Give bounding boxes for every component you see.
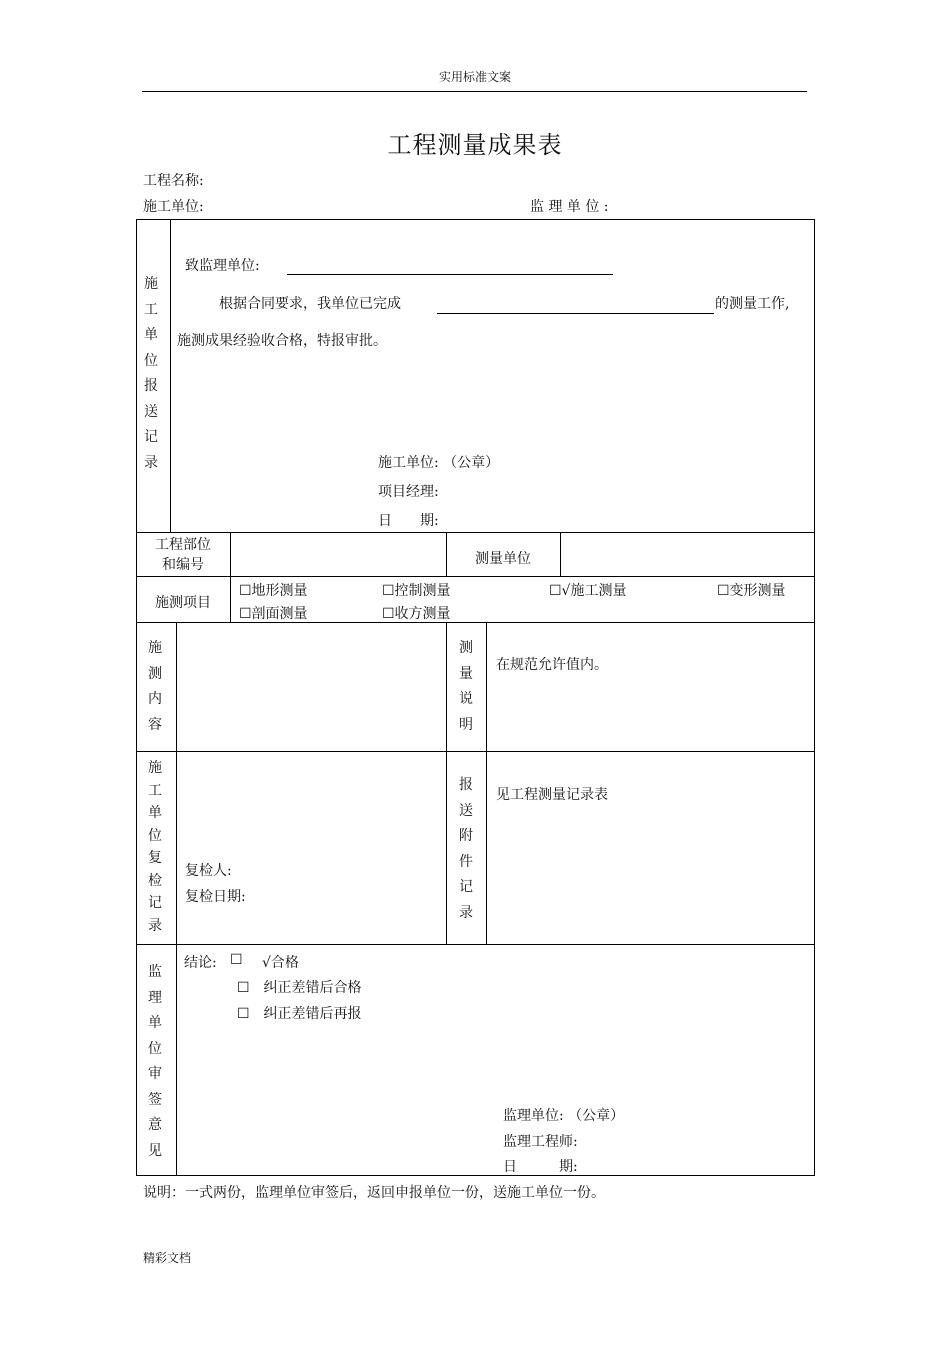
construction-unit-label: 施工单位: <box>143 199 204 215</box>
rechecker-label: 复检人: <box>185 863 232 879</box>
conclusion-label: 结论: <box>184 955 217 971</box>
conclusion-corrected-resubmit[interactable]: ☐ 纠正差错后再报 <box>237 1006 362 1022</box>
survey-unit-field[interactable] <box>562 534 812 574</box>
construction-unit-seal: 施工单位: （公章） <box>378 455 500 471</box>
attachment-text: 见工程测量记录表 <box>496 787 608 803</box>
page-header: 实用标准文案 <box>438 70 511 84</box>
approval-text: 施测成果经验收合格，特报审批。 <box>177 333 387 349</box>
conclusion-corrected-pass[interactable]: ☐ 纠正差错后合格 <box>237 980 362 996</box>
survey-items-label: 施测项目 <box>155 595 211 611</box>
supervision-unit-label: 监 理 单 位 : <box>530 199 609 215</box>
survey-unit-label: 测量单位 <box>475 551 531 567</box>
review-date-label: 日 期: <box>503 1159 578 1175</box>
content-field[interactable] <box>180 626 442 748</box>
option-construction[interactable]: ☐√施工测量 <box>549 583 627 599</box>
project-part-field[interactable] <box>232 534 444 574</box>
project-name-label: 工程名称: <box>143 173 204 189</box>
option-section[interactable]: ☐剖面测量 <box>239 606 308 622</box>
description-side-label: 测 量 说 明 <box>459 640 473 733</box>
survey-work-field[interactable] <box>437 313 714 314</box>
to-supervision-label: 致监理单位: <box>185 258 260 274</box>
conclusion-pass-label: √合格 <box>262 955 299 971</box>
supervision-engineer-label: 监理工程师: <box>503 1134 578 1150</box>
attachment-side-label: 报 送 附 件 记 录 <box>459 777 473 921</box>
form-note: 说明：一式两份，监理单位审签后，返回申报单位一份，送施工单位一份。 <box>143 1185 605 1201</box>
project-manager-label: 项目经理: <box>378 484 439 500</box>
to-supervision-field[interactable] <box>287 274 613 275</box>
content-side-label: 施 测 内 容 <box>148 640 162 733</box>
review-side-label: 监 理 单 位 审 签 意 见 <box>148 964 162 1159</box>
description-text: 在规范允许值内。 <box>496 657 608 673</box>
submission-date-label: 日 期: <box>378 513 439 529</box>
page-title: 工程测量成果表 <box>387 131 563 159</box>
survey-work-suffix: 的测量工作, <box>715 296 790 312</box>
option-deformation[interactable]: ☐变形测量 <box>717 583 786 599</box>
supervision-unit-seal: 监理单位: （公章） <box>503 1108 625 1124</box>
header-rule <box>142 91 807 92</box>
option-earthwork[interactable]: ☐收方测量 <box>382 606 451 622</box>
option-control[interactable]: ☐控制测量 <box>382 583 451 599</box>
contract-text: 根据合同要求，我单位已完成 <box>219 296 401 312</box>
recheck-date-label: 复检日期: <box>185 889 246 905</box>
page-footer: 精彩文档 <box>143 1251 192 1265</box>
project-part-label: 工程部位 和编号 <box>155 537 211 573</box>
conclusion-pass-checkbox[interactable]: ☐ <box>230 952 243 968</box>
submission-side-label: 施 工 单 位 报 送 记 录 <box>144 276 158 471</box>
option-terrain[interactable]: ☐地形测量 <box>239 583 308 599</box>
recheck-side-label: 施 工 单 位 复 检 记 录 <box>148 760 162 934</box>
